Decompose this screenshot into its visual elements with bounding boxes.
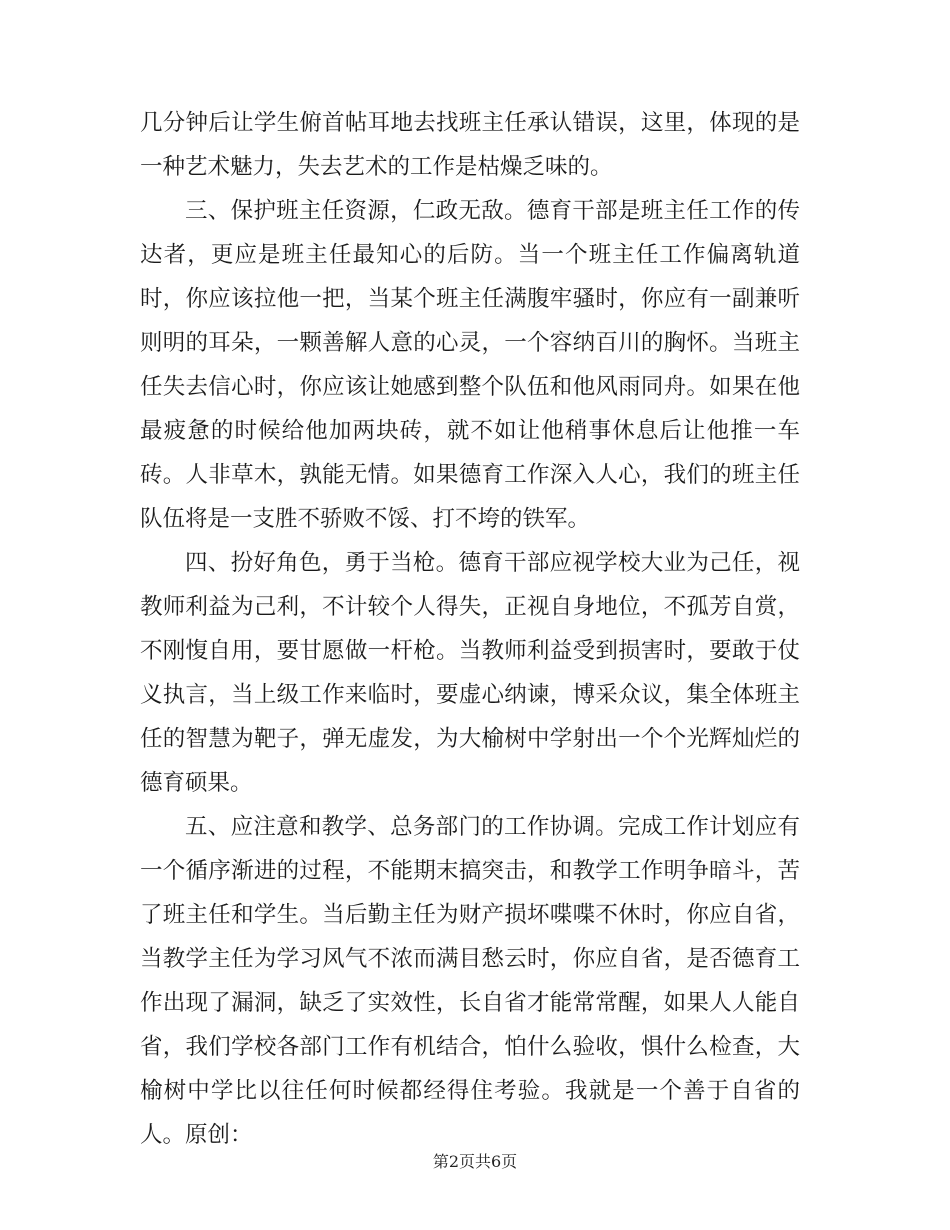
paragraph-section-5: 五、应注意和教学、总务部门的工作协调。完成工作计划应有一个循序渐进的过程，不能期末搞突击，和教学工作明争暗斗，苦了班主任和学生。当后勤主任为财产损坏喋喋不休时，你应自省，当教学主任为学习风气不浓而满目愁云时，你应自省，是否德育工作出现了漏洞，缺乏了实效性，长自省才能常常醒，如果人人能自省，我们学校各部门工作有机结合，怕什么验收，惧什么检查，大榆树中学比以往任何时候都经得住考验。我就是一个善于自省的人。原创：: [140, 814, 800, 1148]
document-body: [140, 101, 800, 1157]
page-number: 第2页共6页: [432, 1152, 518, 1171]
paragraph-continuation: 几分钟后让学生俯首帖耳地去找班主任承认错误，这里，体现的是一种艺术魅力，失去艺术的工作是枯燥乏味的。: [140, 110, 800, 180]
paragraph-section-4: 四、扮好角色，勇于当枪。德育干部应视学校大业为己任，视教师利益为己利，不计较个人得失，正视自身地位，不孤芳自赏，不刚愎自用，要甘愿做一杆枪。当教师利益受到损害时，要敢于仗义执言，当上级工作来临时，要虚心纳谏，博采众议，集全体班主任的智慧为靶子，弹无虚发，为大榆树中学射出一个个光辉灿烂的德育硕果。: [140, 550, 800, 796]
paragraph-section-3: 三、保护班主任资源，仁政无敌。德育干部是班主任工作的传达者，更应是班主任最知心的后防。当一个班主任工作偏离轨道时，你应该拉他一把，当某个班主任满腹牢骚时，你应有一副兼听则明的耳朵，一颗善解人意的心灵，一个容纳百川的胸怀。当班主任失去信心时，你应该让她感到整个队伍和他风雨同舟。如果在他最疲惫的时候给他加两块砖，就不如让他稍事休息后让他推一车砖。人非草木，孰能无情。如果德育工作深入人心，我们的班主任队伍将是一支胜不骄败不馁、打不垮的铁军。: [140, 198, 800, 532]
